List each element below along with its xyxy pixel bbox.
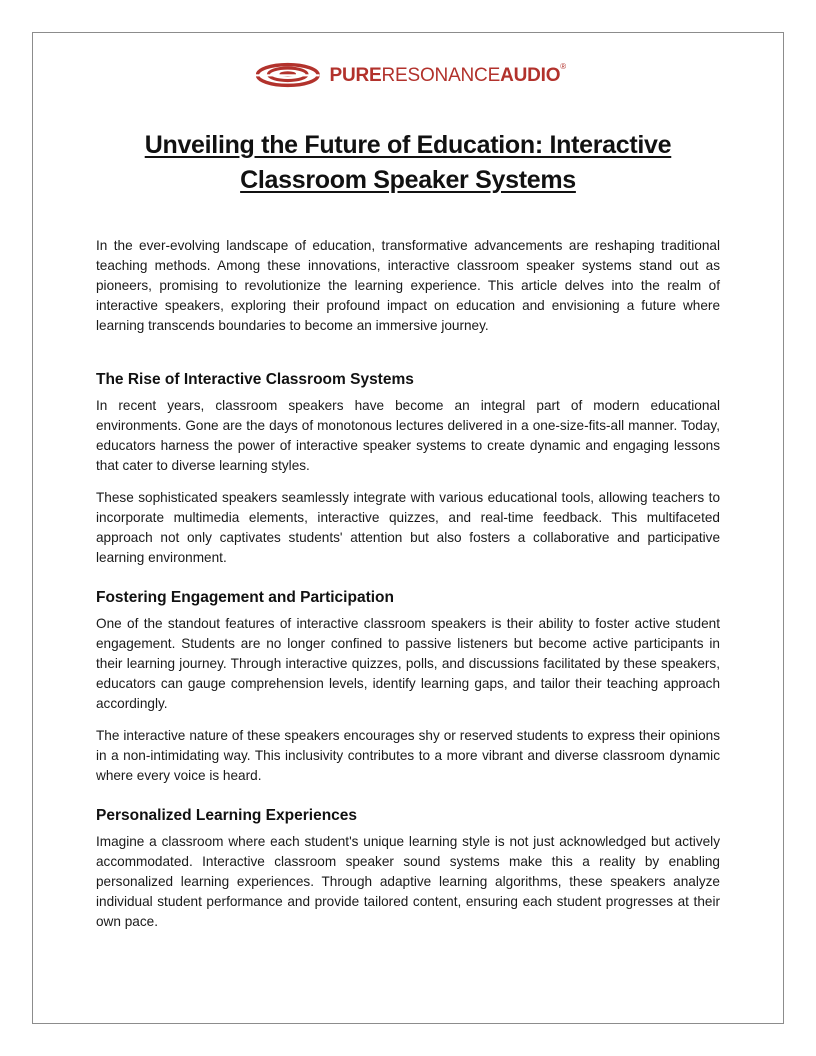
section-paragraph: In recent years, classroom speakers have become an integral part of modern educational environments. Gone are the days of monotonous lectures delivered in a one-size-fits-all manner. Today, educators harness the power of interactive speaker systems to create dynamic and engaging lessons that cater to diverse learning styles. [96,398,720,473]
section-rise [96,370,720,568]
brand-pure: PURE [329,64,382,86]
brand-audio: AUDIO [500,64,561,86]
section-paragraph: Imagine a classroom where each student's unique learning style is not just acknowledged but actively accommodated. Interactive classroom speaker sound systems make this a reality by enabling personalized learning experiences. Through adaptive learning algorithms, these speakers analyze individual student performance and provide tailored content, ensuring each student progresses at their own pace. [96,834,720,929]
brand-resonance: RESONANCE [381,64,501,86]
brand-wordmark [329,61,567,86]
section-engagement [96,588,720,786]
brand-logo [256,56,566,94]
article-body [96,128,720,944]
page-title: Unveiling the Future of Education: Interactive Classroom Speaker Systems [144,131,672,194]
intro-paragraph: In the ever-evolving landscape of education, transformative advancements are reshaping traditional teaching methods. Among these innovations, interactive classroom speaker systems stand out as pioneers, promising to revolutionize the learning experience. This article delves into the realm of interactive speakers, exploring their profound impact on education and envisioning a future where learning transcends boundaries to become an immersive journey. [96,238,720,333]
speaker-waves-icon [256,57,320,93]
section-paragraph: The interactive nature of these speakers encourages shy or reserved students to express their opinions in a non-intimidating way. This inclusivity contributes to a more vibrant and diverse classroom dynamic where every voice is heard. [96,728,720,783]
section-heading: Personalized Learning Experiences [96,807,358,824]
registered-mark: ® [560,61,566,71]
section-heading: Fostering Engagement and Participation [96,589,394,606]
section-heading: The Rise of Interactive Classroom Systems [96,371,414,388]
section-personalized [96,806,720,932]
section-paragraph: These sophisticated speakers seamlessly integrate with various educational tools, allowing teachers to incorporate multimedia elements, interactive quizzes, and real-time feedback. This multifaceted approach not only captivates students' attention but also fosters a collaborative and participative learning environment. [96,490,720,565]
section-paragraph: One of the standout features of interactive classroom speakers is their ability to foster active student engagement. Students are no longer confined to passive listeners but become active participants in their learning journey. Through interactive quizzes, polls, and discussions facilitated by these speakers, educators can gauge comprehension levels, identify learning gaps, and tailor their teaching approach accordingly. [96,616,720,711]
